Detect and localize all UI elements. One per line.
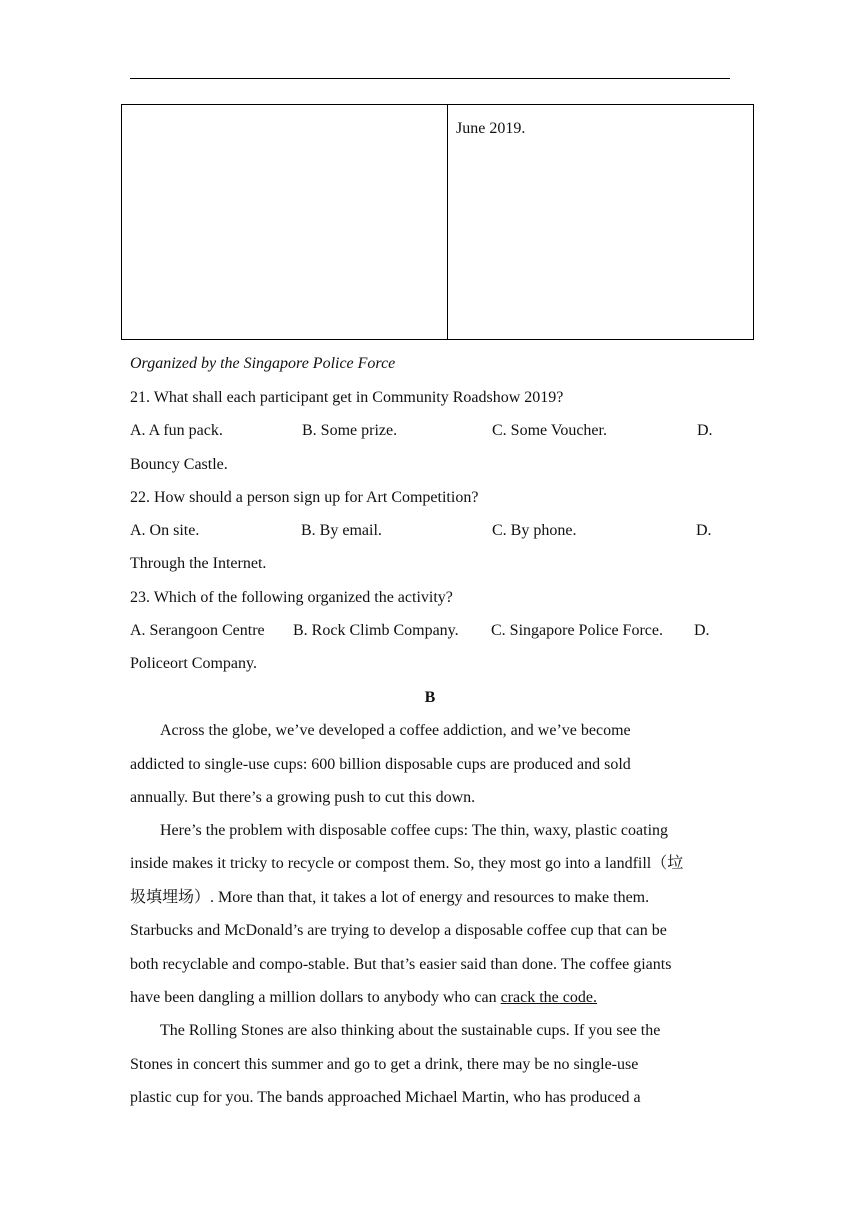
table-cell-text: June 2019. — [456, 120, 526, 137]
q21-option-d-text: Bouncy Castle. — [130, 456, 228, 473]
question-23-stem: 23. Which of the following organized the activity? — [130, 589, 453, 606]
q23-option-b: B. Rock Climb Company. — [293, 622, 459, 639]
paragraph-text: have been dangling a million dollars to anybody who can — [130, 989, 501, 1006]
paragraph-line: both recyclable and compo-stable. But that’s easier said than done. The coffee giants — [130, 956, 672, 973]
q21-option-c: C. Some Voucher. — [492, 422, 607, 439]
paragraph-line-with-underline — [130, 987, 730, 1009]
event-table — [121, 104, 754, 340]
paragraph-line: Here’s the problem with disposable coffee cups: The thin, waxy, plastic coating — [160, 822, 669, 839]
q23-option-a: A. Serangoon Centre — [130, 622, 265, 639]
paragraph-line: inside makes it tricky to recycle or compost them. So, they most go into a landfill（垃 — [130, 855, 684, 872]
paragraph-line: plastic cup for you. The bands approached Michael Martin, who has produced a — [130, 1089, 641, 1106]
paragraph-line: Across the globe, we’ve developed a coffee addiction, and we’ve become — [160, 722, 631, 739]
q22-option-c: C. By phone. — [492, 522, 577, 539]
q23-option-c: C. Singapore Police Force. — [491, 622, 663, 639]
paragraph-line: Starbucks and McDonald’s are trying to develop a disposable coffee cup that can be — [130, 922, 667, 939]
q22-option-b: B. By email. — [301, 522, 382, 539]
paragraph-line: The Rolling Stones are also thinking about the sustainable cups. If you see the — [160, 1022, 661, 1039]
underlined-phrase: crack the code. — [500, 989, 597, 1006]
question-21-stem: 21. What shall each participant get in Community Roadshow 2019? — [130, 389, 564, 406]
q21-option-b: B. Some prize. — [302, 422, 398, 439]
table-cell-left — [122, 105, 448, 339]
q23-option-d: D. — [694, 622, 710, 639]
section-heading: B — [424, 689, 436, 706]
header-rule — [130, 78, 730, 79]
q21-option-a: A. A fun pack. — [130, 422, 223, 439]
paragraph-line: annually. But there’s a growing push to cut this down. — [130, 789, 476, 806]
q21-option-d: D. — [697, 422, 713, 439]
table-cell-right — [448, 105, 753, 339]
paragraph-line: addicted to single-use cups: 600 billion disposable cups are produced and sold — [130, 756, 631, 773]
organizer-note: Organized by the Singapore Police Force — [130, 355, 396, 372]
q22-option-d-text: Through the Internet. — [130, 555, 267, 572]
q23-option-d-text: Policeort Company. — [130, 655, 257, 672]
q22-option-a: A. On site. — [130, 522, 200, 539]
paragraph-line: Stones in concert this summer and go to get a drink, there may be no single-use — [130, 1056, 639, 1073]
question-22-stem: 22. How should a person sign up for Art Competition? — [130, 489, 479, 506]
q22-option-d: D. — [696, 522, 712, 539]
paragraph-line: 圾填埋场）. More than that, it takes a lot of energy and resources to make them. — [130, 889, 650, 906]
